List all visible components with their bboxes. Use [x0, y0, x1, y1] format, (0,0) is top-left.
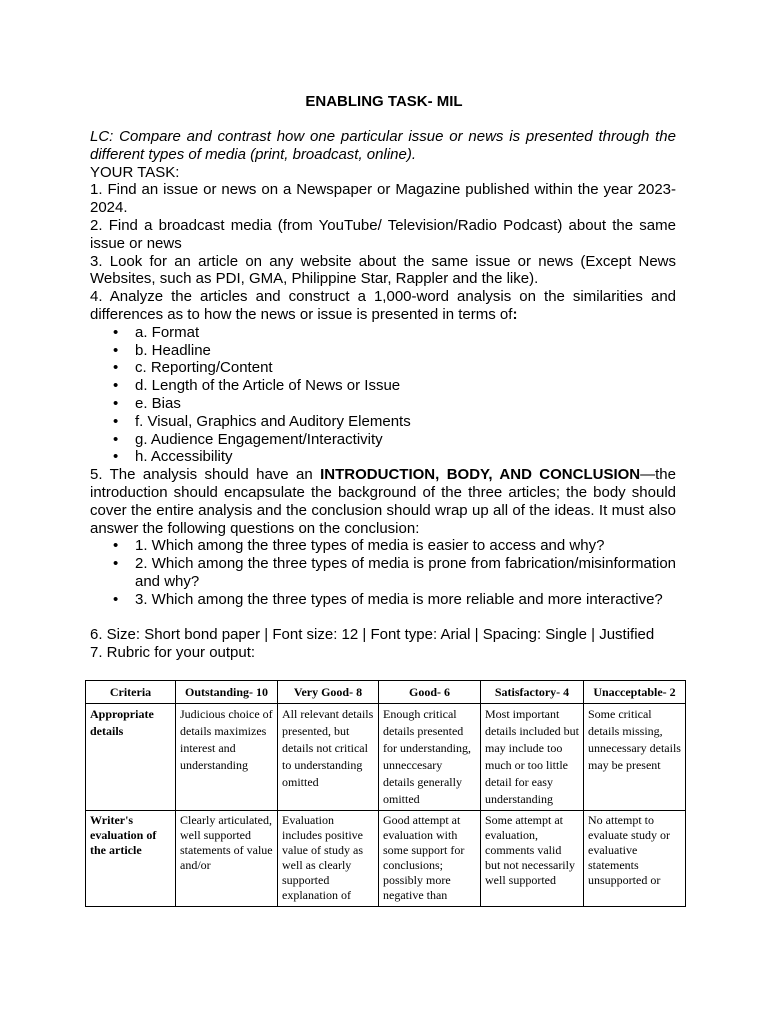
aspect-list — [90, 324, 676, 466]
rubric-table — [85, 680, 686, 907]
rubric-cell: Clearly articulated, well supported statements of value and/or — [176, 811, 278, 907]
aspect-item: • a. Format — [135, 324, 676, 342]
aspect-item: • g. Audience Engagement/Interactivity — [135, 431, 676, 449]
rubric-cell: No attempt to evaluate study or evaluative statements unsupported or — [584, 811, 686, 907]
rubric-header-cell: Very Good- 8 — [278, 681, 379, 704]
your-task-heading: YOUR TASK: — [90, 163, 180, 181]
aspect-item: • h. Accessibility — [135, 448, 676, 466]
learning-competency: LC: Compare and contrast how one particular issue or news is presented through the different types of media (print, broadcast, online). — [90, 128, 676, 163]
step-7: 7. Rubric for your output: — [90, 644, 256, 662]
aspect-item: • e. Bias — [135, 395, 676, 413]
rubric-header-cell: Unacceptable- 2 — [584, 681, 686, 704]
paragraph-gap — [90, 609, 676, 627]
table-row — [86, 811, 686, 907]
aspect-item: • b. Headline — [135, 342, 676, 360]
question-item: • 1. Which among the three types of media is easier to access and why? — [135, 537, 676, 555]
criteria-cell: Appropriate details — [86, 704, 176, 811]
rubric-header-cell: Outstanding- 10 — [176, 681, 278, 704]
aspect-item: • c. Reporting/Content — [135, 359, 676, 377]
step-1: 1. Find an issue or news on a Newspaper or Magazine published within the year 2023-2024. — [90, 181, 676, 217]
task-instructions — [90, 128, 676, 662]
aspect-item: • f. Visual, Graphics and Auditory Elements — [135, 413, 676, 431]
aspect-item: • d. Length of the Article of News or Issue — [135, 377, 676, 395]
table-row — [86, 704, 686, 811]
question-list — [90, 537, 676, 608]
step-5-pre: 5. The analysis should have an — [90, 466, 321, 484]
rubric-header-row — [86, 681, 686, 704]
step-4 — [90, 288, 676, 324]
document-title: ENABLING TASK- MIL — [305, 93, 463, 110]
step-6: 6. Size: Short bond paper | Font size: 12 | Font type: Arial | Spacing: Single | Justified — [90, 626, 655, 644]
question-item: • 3. Which among the three types of media is more reliable and more interactive? — [135, 591, 676, 609]
rubric-header-cell: Good- 6 — [379, 681, 481, 704]
rubric-cell: Good attempt at evaluation with some support for conclusions; possibly more negative than — [379, 811, 481, 907]
rubric-cell: Most important details included but may include too much or too little detail for easy understanding — [481, 704, 584, 811]
step-5-post: —the introduction should encapsulate the background of the three articles; the body should cover the entire analysis and the conclusion should wrap up all of the ideas. It must also answer the following questions on the conclusion: — [90, 466, 676, 537]
rubric-header-cell: Satisfactory- 4 — [481, 681, 584, 704]
step-3: 3. Look for an article on any website about the same issue or news (Except News Websites, such as PDI, GMA, Philippine Star, Rappler and the like). — [90, 252, 676, 288]
step-5 — [90, 466, 676, 537]
step-2: 2. Find a broadcast media (from YouTube/ Television/Radio Podcast) about the same issue or news — [90, 216, 676, 252]
step-4-colon: : — [512, 305, 518, 323]
criteria-cell: Writer's evaluation of the article — [86, 811, 176, 907]
rubric-cell: Enough critical details presented for understanding, unneccesary details generally omitted — [379, 704, 481, 811]
step-5-bold: INTRODUCTION, BODY, AND CONCLUSION — [320, 466, 641, 484]
step-4-text: 4. Analyze the articles and construct a 1,000-word analysis on the similarities and differences as to how the news or issue is presented in terms of — [90, 288, 676, 323]
question-item: • 2. Which among the three types of media is prone from fabrication/misinformation and why? — [135, 555, 676, 591]
rubric-cell: Judicious choice of details maximizes interest and understanding — [176, 704, 278, 811]
rubric-header-cell: Criteria — [86, 681, 176, 704]
rubric-cell: Evaluation includes positive value of study as well as clearly supported explanation of — [278, 811, 379, 907]
rubric-cell: Some critical details missing, unnecessary details may be present — [584, 704, 686, 811]
rubric-cell: All relevant details presented, but details not critical to understanding omitted — [278, 704, 379, 811]
rubric-cell: Some attempt at evaluation, comments valid but not necessarily well supported — [481, 811, 584, 907]
